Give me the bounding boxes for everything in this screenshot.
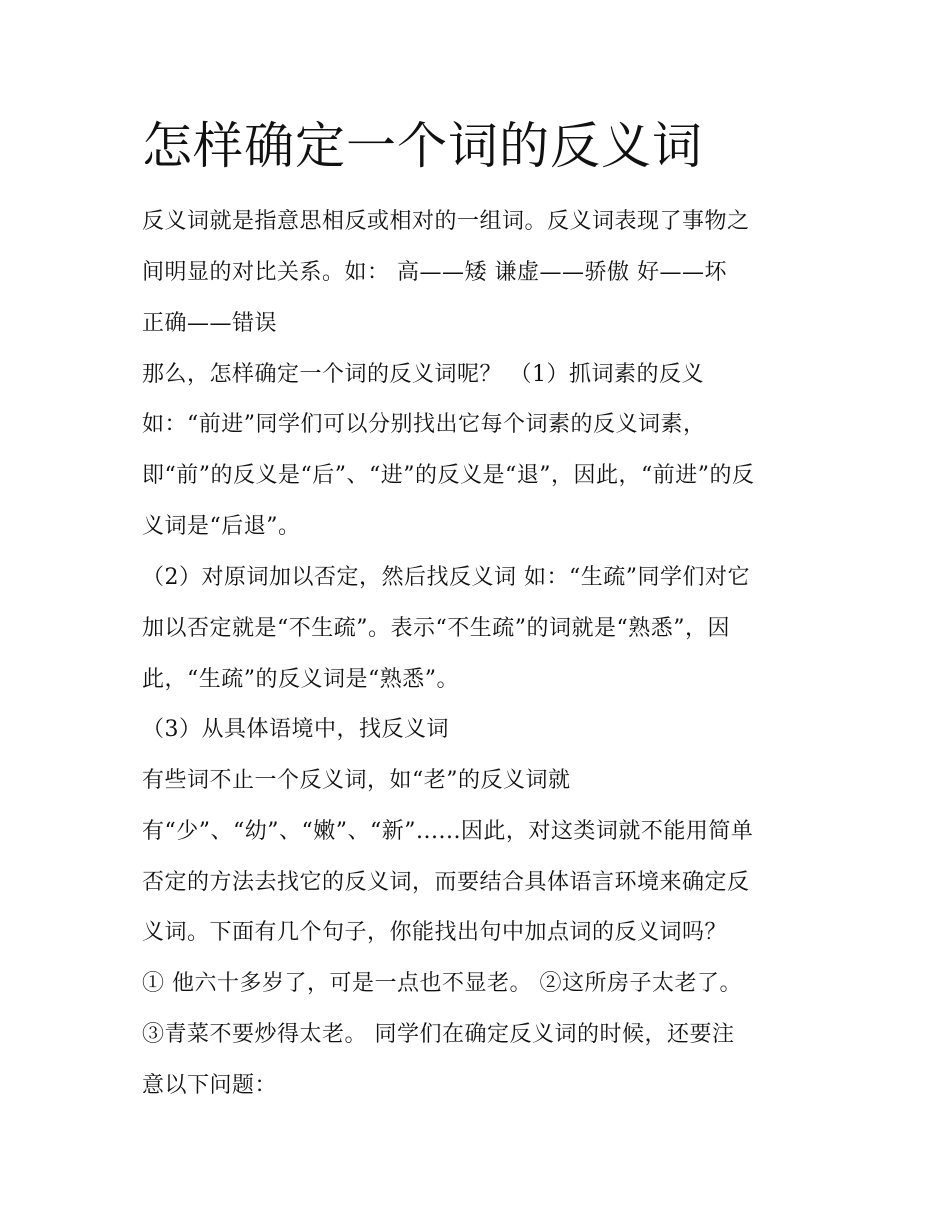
- body-line: 如：“前进”同学们可以分别找出它每个词素的反义词素，: [142, 412, 706, 437]
- body-line: 即“前”的反义是“后”、“进”的反义是“退”，因此，“前进”的反: [142, 463, 755, 488]
- body-line: 有“少”、“幼”、“嫩”、“新”......因此，对这类词就不能用简单: [142, 819, 754, 844]
- body-line: ③青菜不要炒得太老。 同学们在确定反义词的时候，还要注: [142, 1022, 735, 1047]
- body-line: 反义词就是指意思相反或相对的一组词。反义词表现了事物之: [142, 209, 750, 234]
- body-line: ① 他六十多岁了，可是一点也不显老。 ②这所房子太老了。: [142, 971, 742, 996]
- body-line: （3）从具体语境中，找反义词: [142, 717, 449, 742]
- body-line: 此，“生疏”的反义词是“熟悉”。: [142, 667, 459, 692]
- body-line: 意以下问题：: [142, 1073, 278, 1098]
- body-line: 义词。下面有几个句子，你能找出句中加点词的反义词吗？: [142, 920, 728, 945]
- body-line: 有些词不止一个反义词，如“老”的反义词就: [142, 768, 571, 793]
- body-line: 那么，怎样确定一个词的反义词呢？ （1）抓词素的反义: [142, 362, 704, 387]
- body-line: 加以否定就是“不生疏”。表示“不生疏”的词就是“熟悉”，因: [142, 616, 730, 641]
- document-title: 怎样确定一个词的反义词: [142, 117, 703, 175]
- body-line: 义词是“后退”。: [142, 514, 301, 539]
- body-line: 否定的方法去找它的反义词，而要结合具体语言环境来确定反: [142, 870, 750, 895]
- body-line: （2）对原词加以否定，然后找反义词 如：“生疏”同学们对它: [142, 565, 750, 590]
- body-line: 正确——错误: [142, 311, 278, 336]
- body-line: 间明显的对比关系。如： 高——矮 谦虚——骄傲 好——坏: [142, 260, 727, 285]
